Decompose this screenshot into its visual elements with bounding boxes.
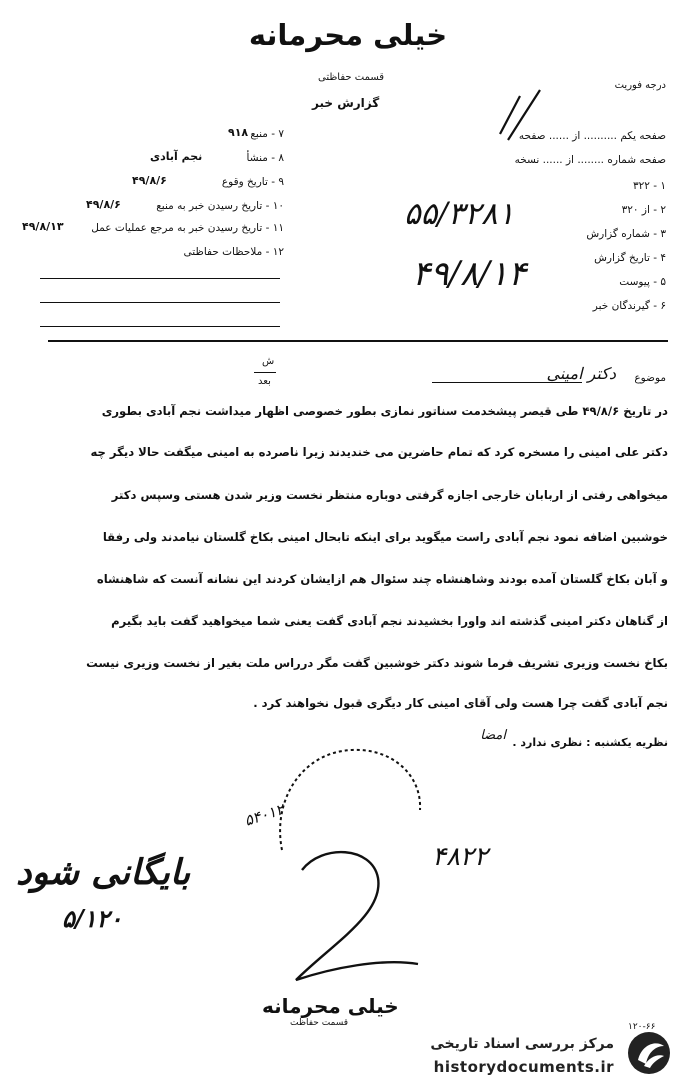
body-line: از گناهان دکتر امینی گذشته اند واورا بخشیدند نجم آبادی گفت یعنی شما میخواهید گفت باید بگیرم <box>111 614 668 628</box>
body-line: و آبان بکاخ گلستان آمده بودند وشاهنشاه چند سئوال هم ازایشان کردند این نشانه آنست که شاهنشاه <box>96 572 668 586</box>
signature-scribble: امضا <box>480 728 506 743</box>
footer-code: ۱۲۰-۶۶ <box>628 1022 656 1032</box>
watermark-url: historydocuments.ir <box>433 1058 614 1076</box>
field-source: ۷ - منبع <box>250 128 284 140</box>
subject-value: دکتر امینی <box>546 364 616 383</box>
reference-number: ۴۸۲۲ <box>432 842 488 872</box>
field-received-date: ۱۰ - تاریخ رسیدن خبر به منبع <box>156 200 284 212</box>
field-recipients: ۶ - گیرندگان خبر <box>592 300 666 312</box>
field-op-date: ۱۱ - تاریخ رسیدن خبر به مرجع عملیات عمل <box>91 222 284 234</box>
stamp-code: ۵۴۰۱۲ <box>242 800 287 830</box>
field-origin: ۸ - منشأ <box>246 152 284 164</box>
body-line: دکتر علی امینی را مسخره کرد که تمام حاضرین می خندیدند زیرا ناصرده به امینی میگفت حالا دیگر چه <box>90 445 668 459</box>
handwritten-report-date: ۴۹/۸/۱۴ <box>412 254 527 294</box>
field-page-number: صفحه شماره ........ از ...... نسخه <box>514 154 666 166</box>
field-occurrence-date-value: ۴۹/۸/۶ <box>132 174 167 187</box>
field-1: ۱ - ۳۲۲ <box>632 180 666 192</box>
blank-line <box>40 326 280 327</box>
field-attachment: ۵ - پیوست <box>619 276 666 288</box>
station-comment: نظریه یکشنبه : نظری ندارد . <box>512 736 668 749</box>
field-security-notes: ۱۲ - ملاحظات حفاظتی <box>183 246 284 258</box>
body-line: بکاخ نخست وزیری تشریف فرما شوند دکتر خوشبین گفت مگر درراس ملت بغیر از نخست وزیری نیست <box>86 656 668 670</box>
field-occurrence-date: ۹ - تاریخ وقوع <box>221 176 284 188</box>
subject-line <box>432 382 582 383</box>
body-line: خوشبین اضافه نمود نجم آبادی راست میگوید برای اینکه تابحال امینی بکاخ گلستان نیامدند ولی رفقا <box>102 530 668 544</box>
body-line: میخواهی رفتی از اربابان خارجی اجازه گرفتی دوباره منتظر نخست وزیر شدن هستی وسپس دکتر <box>111 488 668 502</box>
watermark-name: مرکز بررسی اسناد تاریخی <box>430 1036 614 1052</box>
field-2: ۲ - از ۳۲۰ <box>621 204 666 216</box>
document-title: خیلی محرمانه <box>248 18 448 52</box>
side-mark-bottom: بعد <box>258 376 271 387</box>
archive-logo-icon <box>626 1030 672 1076</box>
subject-label: موضوع <box>634 372 666 384</box>
body-line: در تاریخ ۴۹/۸/۶ طی قیصر پیشخدمت سناتور نمازی بطور خصوصی اظهار میداشت نجم آبادی بطوری <box>101 404 668 418</box>
blank-line <box>40 302 280 303</box>
side-mark-rule <box>254 372 276 373</box>
field-op-date-value: ۴۹/۸/۱۳ <box>22 220 64 233</box>
urgency-label: درجه فوریت <box>614 80 666 91</box>
header-separator <box>48 340 668 342</box>
large-scrawl-2 <box>262 840 422 990</box>
body-line: نجم آبادی گفت چرا هست ولی آقای امینی کار دیگری قبول نخواهند کرد . <box>253 696 668 710</box>
blank-line <box>40 278 280 279</box>
side-mark-top: ش <box>262 356 275 367</box>
field-report-date: ۴ - تاریخ گزارش <box>594 252 666 264</box>
field-origin-value: نجم آبادی <box>150 150 203 163</box>
bottom-subtitle: قسمت حفاظت <box>290 1018 349 1028</box>
handwritten-check-mark <box>470 88 550 158</box>
field-source-value: ۹۱۸ <box>228 126 249 139</box>
handwritten-report-number: ۵۵/۳۲۸۱ <box>404 196 515 232</box>
archive-note: بایگانی شود <box>16 852 191 893</box>
archive-date: ۵/۱۲۰ <box>62 904 123 933</box>
field-report-number: ۳ - شماره گزارش <box>586 228 666 240</box>
field-page-first: صفحه یکم .......... از ...... صفحه <box>518 130 666 142</box>
report-type: گزارش خبر <box>312 96 380 110</box>
office-label: قسمت حفاظتی <box>318 72 385 83</box>
bottom-title: خیلی محرمانه <box>262 994 399 1018</box>
field-received-date-value: ۴۹/۸/۶ <box>86 198 121 211</box>
